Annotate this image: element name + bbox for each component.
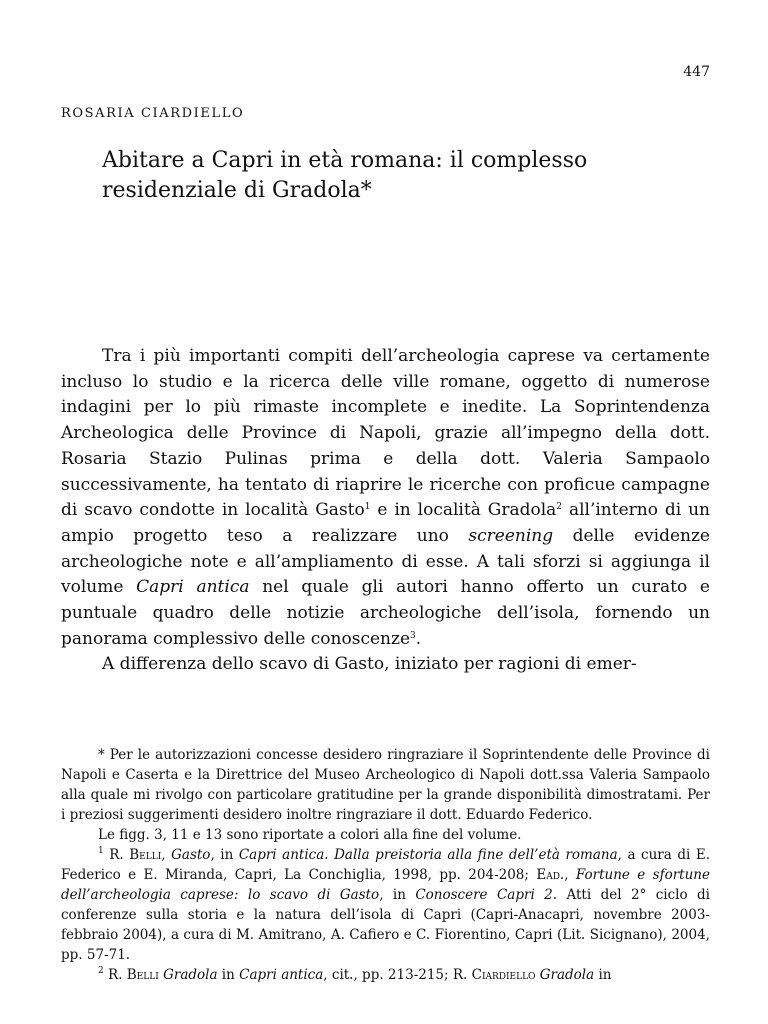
footnote-text: , a cura di E. Federico e E. Miranda, Capri, La Conchiglia, 1998, pp. 204-208; [61,847,710,883]
body-paragraph-2: A differenza dello scavo di Gasto, iniziato per ragioni di emer- [102,654,637,675]
footnote-text: , in [379,887,416,903]
body-text-segment: delle evidenze archeologiche note e all’ampliamento di esse. A tali sforzi si aggiunga il volume [61,525,710,598]
italic-title-capri-antica: Capri antica [136,577,250,598]
footnote-number-2: 2 [98,966,104,976]
footnote-text: in [217,967,240,983]
footnote-2 [61,965,710,985]
footnote-text: in [594,967,612,983]
body-text-segment: e in località Gradola [370,500,557,521]
footnote-italic: Gradola [163,967,218,983]
footnote-text: . Atti del 2° ciclo di conferenze sulla storia e la natura dell’isola di Capri (Capri-Anacapri, novembre 2003-febbraio 2004), a cura di M. Amitrano, A. Cafiero e C. Fiorentino, Capri (Lit. Sicignano), 2004, pp. 57-71. [61,887,711,963]
footnote-ref-2: 2 [556,502,563,513]
footnote-author: Ciardiello [471,967,536,983]
footnote-italic: Gasto [171,847,211,863]
footnote-author: Ead. [536,867,565,883]
footnote-number-1: 1 [98,846,104,856]
footnote-italic: Capri antica [239,967,324,983]
body-text [61,344,710,678]
body-paragraph-1 [61,344,710,652]
footnote-star: * Per le autorizzazioni concesse desidero ringraziare il Soprintendente delle Province di Napoli e Caserta e la Direttrice del Museo Archeologico di Napoli dott.ssa Valeria Sampaolo alla quale mi rivolgo con particolare gratitudine per la grande disponibilità dimostratami. Per i preziosi suggerimenti desidero inoltre ringraziare il dott. Eduardo Federico. [61,747,710,823]
footnote-text: , [161,847,172,863]
title-line-1: Abitare a Capri in età romana: il complesso [102,148,588,173]
footnote-italic: Gradola [539,967,595,983]
page-number: 447 [683,64,710,80]
body-text-segment: all’interno di un ampio progetto teso a realizzare uno [61,500,710,546]
footnote-text: , in [210,847,239,863]
footnotes [61,745,710,985]
footnote-text: , [564,867,576,883]
footnote-italic: Fortune e sfortune dell’archeologia caprese: lo scavo di Gasto [61,867,710,903]
footnote-figures: Le figg. 3, 11 e 13 sono riportate a colori alla fine del volume. [98,827,522,843]
footnote-ref-3: 3 [410,630,416,641]
footnote-author: R. Belli [103,847,162,863]
footnote-ref-1: 1 [364,502,371,513]
title-line-2: residenziale di Gradola* [102,178,372,203]
footnote-italic: Capri antica. Dalla preistoria alla fine dell’età romana [238,847,618,863]
footnote-text: , cit., pp. 213-215; R. [323,967,472,983]
article-title [102,146,662,206]
body-text-segment: Tra i più importanti compiti dell’archeologia caprese va certamente incluso lo studio e la ricerca delle ville romane, oggetto di numerose indagini per lo più rimaste incomplete e inedite. La Soprintendenza Archeologica delle Province di Napoli, grazie all’impegno della dott. Rosaria Stazio Pulinas prima e della dott. Valeria Sampaolo successivamente, ha tentato di riaprire le ricerche con proficue campagne di scavo condotte in località Gasto [61,346,710,521]
footnote-1 [61,845,710,965]
italic-term-screening: screening [468,525,554,546]
body-text-segment: . [415,628,422,649]
footnote-italic: Conoscere Capri 2 [415,887,553,903]
body-text-segment: nel quale gli autori hanno offerto un curato e puntuale quadro delle notizie archeologiche dell’isola, fornendo un panorama complessivo delle conoscenze [61,577,710,649]
footnote-author: R. Belli [103,967,159,983]
author-name: ROSARIA CIARDIELLO [61,106,245,121]
